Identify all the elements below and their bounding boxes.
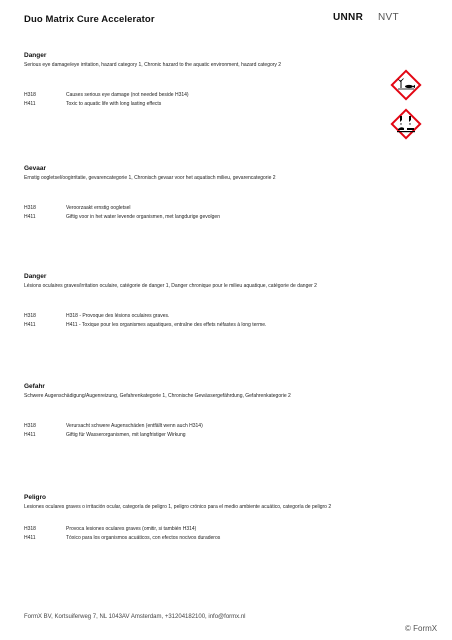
- hazard-text: Causes serious eye damage (not needed beside H314): [66, 91, 189, 98]
- hazard-code: H318: [24, 422, 36, 429]
- hazard-statement-row: [24, 312, 424, 322]
- hazard-description: Lésions oculaires graves/irritation oculaire, catégorie de danger 1, Danger chronique pour le milieu aquatique, catégorie de danger 2: [24, 283, 317, 289]
- hazard-text: Verursacht schwere Augenschäden (entfällt wenn auch H314): [66, 422, 203, 429]
- hazard-text: Giftig voor in het water levende organismen, met langdurige gevolgen: [66, 214, 220, 220]
- hazard-statements: [24, 525, 424, 544]
- brand-logo-secondary: NVT: [378, 12, 399, 23]
- hazard-statement-row: [24, 321, 424, 331]
- hazard-statement-row: [24, 422, 424, 432]
- hazard-text: Giftig für Wasserorganismen, mit langfristiger Wirkung: [66, 432, 186, 438]
- brand-logo-primary: UNNR: [333, 12, 364, 23]
- hazard-code: H318: [24, 525, 36, 532]
- hazard-text: Toxic to aquatic life with long lasting effects: [66, 101, 162, 107]
- hazard-description: Schwere Augenschädigung/Augenreizung, Gefahrenkategorie 1, Chronische Gewässergefährdung, Gefahrenkategorie 2: [24, 393, 291, 399]
- hazard-description: Lesiones oculares graves o irritación ocular, categoría de peligro 1, peligro crónico para el medio ambiente acuático, categoría de peligro 2: [24, 504, 332, 510]
- hazard-code: H411: [24, 214, 36, 220]
- hazard-statement-row: [24, 431, 424, 441]
- signal-word: Peligro: [24, 494, 47, 501]
- hazard-statement-row: [24, 534, 424, 544]
- company-address: FormX BV, Kortsuiferweg 7, NL 1043AV Amsterdam, +31204182100, info@formx.nl: [24, 614, 246, 620]
- signal-word: Danger: [24, 273, 47, 280]
- hazard-code: H411: [24, 432, 36, 438]
- hazard-statements: [24, 204, 424, 223]
- hazard-text: H318 - Provoque des lésions oculaires graves.: [66, 312, 170, 319]
- corrosion-icon: [389, 107, 423, 141]
- hazard-statement-row: [24, 525, 424, 535]
- signal-word: Gefahr: [24, 383, 45, 390]
- hazard-text: Provoca lesiones oculares graves (omitir, si también H314): [66, 525, 197, 532]
- signal-word: Gevaar: [24, 165, 47, 172]
- hazard-description: Serious eye damage/eye irritation, hazard category 1, Chronic hazard to the aquatic environment, hazard category 2: [24, 62, 282, 68]
- hazard-code: H411: [24, 101, 36, 107]
- hazard-statements: [24, 422, 424, 441]
- signal-word: Danger: [24, 52, 47, 59]
- hazard-section-de: [24, 383, 424, 441]
- hazard-code: H411: [24, 322, 36, 328]
- hazard-text: Tóxico para los organismos acuáticos, con efectos nocivos duraderos: [66, 535, 221, 541]
- hazard-statement-row: [24, 100, 424, 110]
- hazard-statement-row: [24, 91, 424, 101]
- hazard-section-nl: [24, 165, 424, 223]
- hazard-statements: [24, 91, 424, 110]
- hazard-statement-row: [24, 204, 424, 214]
- copyright-notice: © FormX: [405, 624, 438, 633]
- hazard-code: H318: [24, 91, 36, 98]
- hazard-section-es: [24, 494, 424, 544]
- hazard-statements: [24, 312, 424, 331]
- hazard-section-fr: [24, 273, 424, 331]
- hazard-code: H411: [24, 535, 36, 541]
- hazard-text: H411 - Toxique pour les organismes aquatiques, entraîne des effets néfastes à long terme.: [66, 322, 267, 328]
- hazard-description: Ernstig oogletsel/oogirritatie, gevarencategorie 1, Chronisch gevaar voor het aquatisch milieu, gevarencategorie 2: [24, 175, 276, 181]
- hazard-code: H318: [24, 204, 36, 211]
- product-title: Duo Matrix Cure Accelerator: [24, 14, 155, 25]
- hazard-code: H318: [24, 312, 36, 319]
- hazard-statement-row: [24, 213, 424, 223]
- hazard-section-en: [24, 52, 424, 110]
- hazard-text: Veroorzaakt ernstig oogletsel: [66, 204, 131, 211]
